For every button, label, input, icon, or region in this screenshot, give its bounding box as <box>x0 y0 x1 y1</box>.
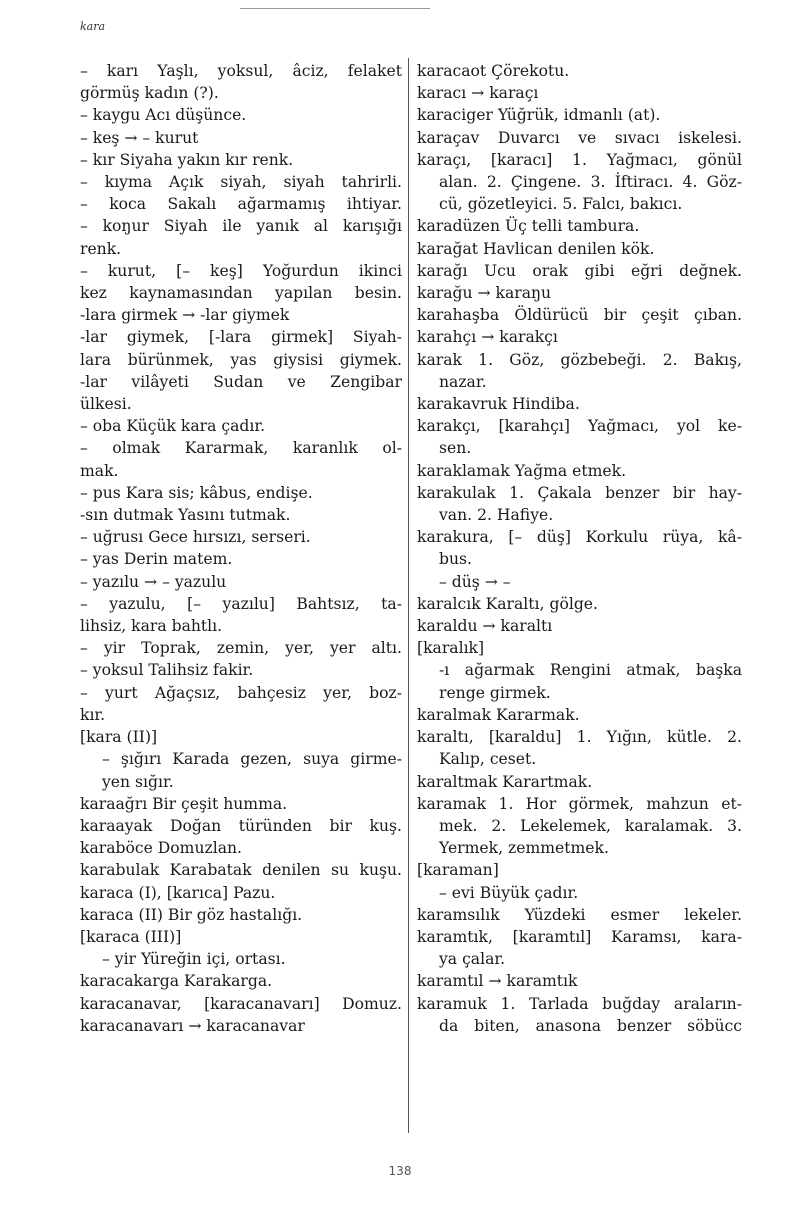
entry-line: karabulak Karabatak denilen su kuşu. <box>80 861 402 880</box>
entry-line: karaldu → karaltı <box>417 617 553 636</box>
entry-line: karamak 1. Hor görmek, mahzun et- <box>417 794 742 813</box>
entry-line: karamsılık Yüzdeki esmer lekeler. <box>417 905 742 924</box>
entry-line: karalmak Kararmak. <box>417 705 580 724</box>
entry-line: – oba Küçük kara çadır. <box>80 417 266 436</box>
entry-line: ülkesi. <box>80 395 132 414</box>
entry-line: – yir Toprak, zemin, yer, yer altı. <box>80 639 402 658</box>
entry-line: – koca Sakalı ağarmamış ihtiyar. <box>80 195 402 214</box>
entry-line: -lar vilâyeti Sudan ve Zengibar <box>80 372 402 391</box>
entry-line: mek. 2. Lekelemek, karalamak. 3. <box>439 816 742 835</box>
left-column <box>80 60 402 1037</box>
entry-line: – kıyma Açık siyah, siyah tahrirli. <box>80 173 402 192</box>
entry-line: da biten, anasona benzer söbücc <box>439 1016 742 1035</box>
entry-line: karahçı → karakçı <box>417 328 558 347</box>
entry-line: karaklamak Yağma etmek. <box>417 461 627 480</box>
entry-line: kez kaynamasından yapılan besin. <box>80 284 402 303</box>
right-column <box>417 60 742 1037</box>
entry-line: -lar giymek, [-lara girmek] Siyah- <box>80 328 402 347</box>
entry-line: – uğrusı Gece hırsızı, serseri. <box>80 528 311 547</box>
entry-line: karağat Havlican denilen kök. <box>417 239 655 258</box>
entry-line: – pus Kara sis; kâbus, endişe. <box>80 483 313 502</box>
entry-line: – düş → – <box>439 572 511 591</box>
entry-line: karacı → karaçı <box>417 84 539 103</box>
entry-line: karamtık, [karamtıl] Karamsı, kara- <box>417 927 742 946</box>
entry-line: -ı ağarmak Rengini atmak, başka <box>439 661 742 680</box>
entry-line: – kır Siyaha yakın kır renk. <box>80 150 294 169</box>
entry-line: kır. <box>80 705 106 724</box>
entry-line: karaçı, [karacı] 1. Yağmacı, gönül <box>417 150 742 169</box>
entry-line: yen sığır. <box>102 772 174 791</box>
entry-line: [kara (II)] <box>80 728 158 747</box>
entry-line: alan. 2. Çingene. 3. İftiracı. 4. Göz- <box>439 173 742 192</box>
entry-line: karakulak 1. Çakala benzer bir hay- <box>417 483 742 502</box>
top-rule <box>240 8 430 9</box>
entry-line: [karaca (III)] <box>80 927 182 946</box>
entry-line: renge girmek. <box>439 683 551 702</box>
entry-line: Yermek, zemmetmek. <box>439 839 609 858</box>
entry-line: – kaygu Acı düşünce. <box>80 106 247 125</box>
entry-line: karaağrı Bir çeşit humma. <box>80 794 288 813</box>
entry-line: karacakarga Karakarga. <box>80 972 273 991</box>
entry-line: karaca (II) Bir göz hastalığı. <box>80 905 303 924</box>
entry-line: ya çalar. <box>439 950 506 969</box>
entry-line: görmüş kadın (?). <box>80 84 219 103</box>
entry-line: -lara girmek → -lar giymek <box>80 306 290 325</box>
entry-line: – koŋur Siyah ile yanık al karışığı <box>80 217 402 236</box>
entry-line: – yazılu → – yazulu <box>80 572 227 591</box>
entry-line: karakavruk Hindiba. <box>417 395 580 414</box>
entry-line: karahaşba Öldürücü bir çeşit çıban. <box>417 306 742 325</box>
entry-line: -sın dutmak Yasını tutmak. <box>80 506 291 525</box>
entry-line: karaayak Doğan türünden bir kuş. <box>80 816 402 835</box>
column-divider <box>408 58 409 1133</box>
entry-line: karak 1. Göz, gözbebeği. 2. Bakış, <box>417 350 742 369</box>
entry-line: karakçı, [karahçı] Yağmacı, yol ke- <box>417 417 742 436</box>
entry-line: – kurut, [– keş] Yoğurdun ikinci <box>80 261 402 280</box>
running-head: kara <box>80 20 106 33</box>
entry-line: karakura, [– düş] Korkulu rüya, kâ- <box>417 528 742 547</box>
entry-line: – evi Büyük çadır. <box>439 883 579 902</box>
entry-line: – yir Yüreğin içi, ortası. <box>102 950 286 969</box>
entry-line: karaltı, [karaldu] 1. Yığın, kütle. 2. <box>417 728 742 747</box>
entry-line: – karı Yaşlı, yoksul, âciz, felaket <box>80 62 402 80</box>
entry-line: karağı Ucu orak gibi eğri değnek. <box>417 261 742 280</box>
entry-line: karaböce Domuzlan. <box>80 839 243 858</box>
entry-line: karamuk 1. Tarlada buğday araların- <box>417 994 742 1013</box>
entry-line: lara bürünmek, yas giysisi giymek. <box>80 350 402 369</box>
entry-line: mak. <box>80 461 119 480</box>
entry-line: – şığırı Karada gezen, suya girme- <box>102 750 402 769</box>
entry-line: karacanavar, [karacanavarı] Domuz. <box>80 994 402 1013</box>
entry-line: van. 2. Hafiye. <box>439 506 554 525</box>
entry-line: Kalıp, ceset. <box>439 750 537 769</box>
entry-line: karacanavarı → karacanavar <box>80 1016 305 1035</box>
entry-line: – olmak Kararmak, karanlık ol- <box>80 439 402 458</box>
entry-line: sen. <box>439 439 472 458</box>
entry-line: bus. <box>439 550 472 569</box>
entry-line: – keş → – kurut <box>80 128 199 147</box>
entry-line: karalcık Karaltı, gölge. <box>417 594 598 613</box>
entry-line: karağu → karaŋu <box>417 284 552 303</box>
entry-line: karadüzen Üç telli tambura. <box>417 217 640 236</box>
entry-line: karacaot Çörekotu. <box>417 62 570 80</box>
entry-line: karaçav Duvarcı ve sıvacı iskelesi. <box>417 128 742 147</box>
entry-line: – yas Derin matem. <box>80 550 233 569</box>
entry-line: cü, gözetleyici. 5. Falcı, bakıcı. <box>439 195 683 214</box>
page-number: 138 <box>388 1164 412 1178</box>
entry-line: – yoksul Talihsiz fakir. <box>80 661 254 680</box>
entry-line: nazar. <box>439 372 487 391</box>
entry-line: karaciger Yüğrük, idmanlı (at). <box>417 106 661 125</box>
entry-line: lihsiz, kara bahtlı. <box>80 617 223 636</box>
entry-line: renk. <box>80 239 122 258</box>
entry-line: [karaman] <box>417 861 499 880</box>
entry-line: karaltmak Karartmak. <box>417 772 593 791</box>
entry-line: – yazulu, [– yazılu] Bahtsız, ta- <box>80 594 402 613</box>
entry-line: karaca (I), [karıca] Pazu. <box>80 883 276 902</box>
entry-line: – yurt Ağaçsız, bahçesiz yer, boz- <box>80 683 402 702</box>
entry-line: karamtıl → karamtık <box>417 972 578 991</box>
entry-line: [karalık] <box>417 639 485 658</box>
